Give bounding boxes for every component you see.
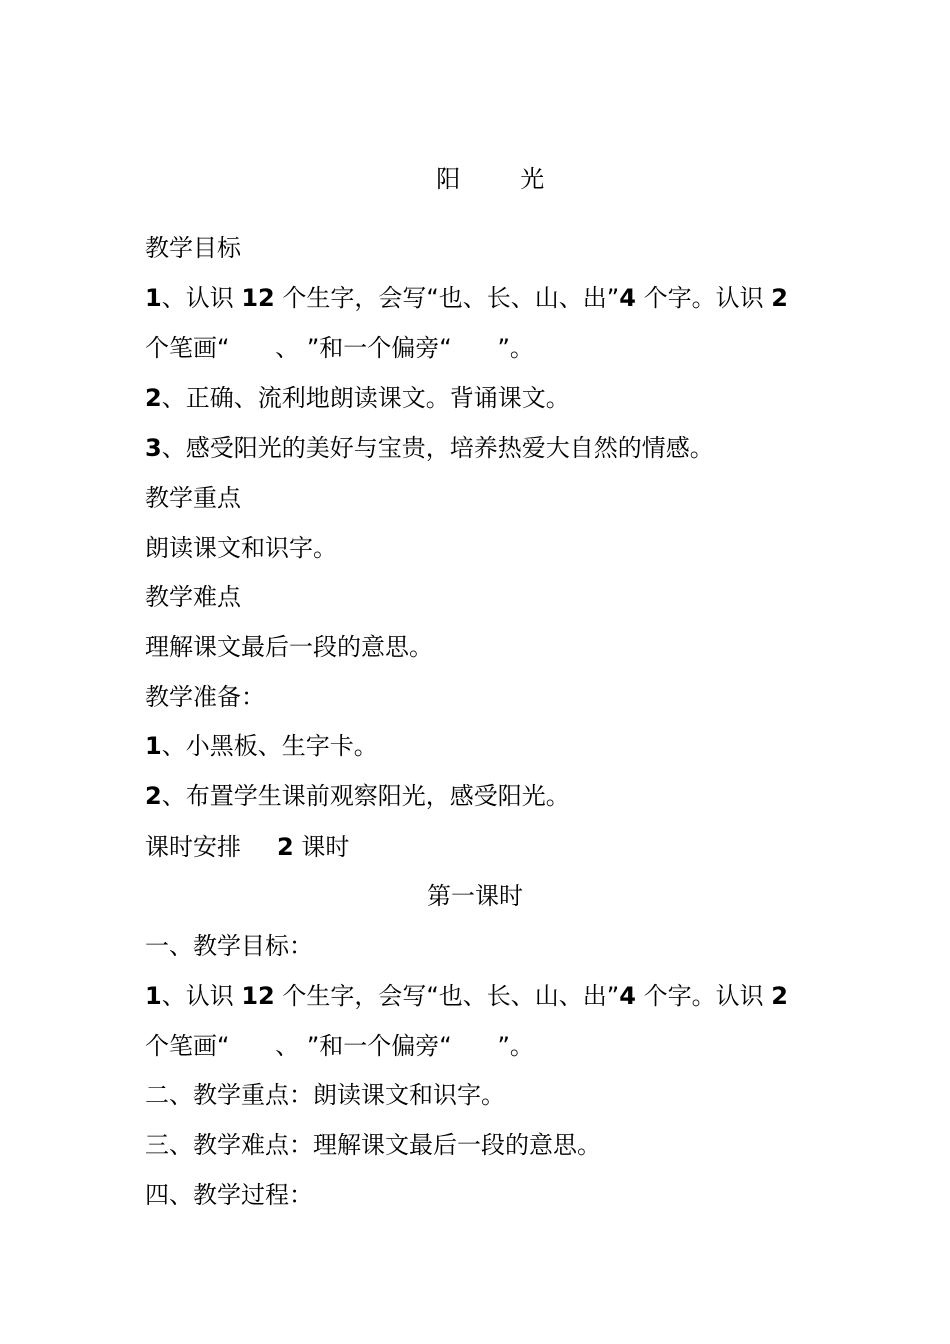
lesson-1-objective-count-write: 4 [619, 982, 636, 1010]
lesson-1-objective-count-chars: 12 [241, 982, 275, 1010]
lesson-1-focus: 二、教学重点：朗读课文和识字。 [145, 1081, 505, 1109]
objective-1-text-c: 个字。认识 [635, 284, 772, 312]
objective-1-count-write: 4 [619, 284, 636, 312]
title-char-1: 阳 [436, 165, 461, 193]
lesson-1-heading: 第一课时 [427, 882, 523, 910]
preparation-item-1-number: 1 [145, 732, 162, 760]
objective-2 [145, 383, 570, 413]
schedule-unit: 课时 [293, 833, 350, 861]
preparation-heading: 教学准备： [145, 683, 265, 711]
objective-3 [145, 433, 714, 463]
preparation-item-2-text: 、布置学生课前观察阳光，感受阳光。 [161, 782, 570, 810]
objective-1-text-a: 、认识 [161, 284, 242, 312]
focus-heading: 教学重点 [145, 484, 241, 512]
lesson-1-objective-number: 1 [145, 982, 162, 1010]
objective-1-count-strokes: 2 [771, 284, 788, 312]
objectives-heading: 教学目标 [145, 234, 241, 262]
difficulty-heading: 教学难点 [145, 583, 241, 611]
focus-text: 朗读课文和识字。 [145, 534, 337, 562]
lesson-1-objective-line-1 [145, 981, 788, 1011]
lesson-1-process-heading: 四、教学过程： [145, 1181, 313, 1209]
schedule-count: 2 [277, 833, 294, 861]
preparation-item-1-text: 、小黑板、生字卡。 [161, 732, 378, 760]
lesson-1-objective-text-c: 个字。认识 [635, 982, 772, 1010]
lesson-1-difficulty: 三、教学难点：理解课文最后一段的意思。 [145, 1131, 601, 1159]
schedule-line [145, 832, 349, 862]
objective-1-number: 1 [145, 284, 162, 312]
objective-1-line-1 [145, 283, 788, 313]
lesson-1-objective-text-b: 个生字，会写“也、长、山、出” [274, 982, 620, 1010]
objective-1-line-2: 个笔画“ 、 ”和一个偏旁“ ”。 [145, 334, 534, 362]
objective-2-number: 2 [145, 384, 162, 412]
objective-3-number: 3 [145, 434, 162, 462]
objective-3-text: 、感受阳光的美好与宝贵，培养热爱大自然的情感。 [161, 434, 714, 462]
difficulty-text: 理解课文最后一段的意思。 [145, 633, 433, 661]
schedule-label: 课时安排 [145, 833, 241, 861]
document-title [0, 134, 950, 224]
lesson-1-goal-heading: 一、教学目标： [145, 932, 313, 960]
objective-1-count-chars: 12 [241, 284, 275, 312]
objective-1-text-b: 个生字，会写“也、长、山、出” [274, 284, 620, 312]
lesson-1-objective-count-strokes: 2 [771, 982, 788, 1010]
preparation-item-2 [145, 781, 570, 811]
objective-2-text: 、正确、流利地朗读课文。背诵课文。 [161, 384, 570, 412]
preparation-item-1 [145, 731, 378, 761]
lesson-1-objective-line-2: 个笔画“ 、 ”和一个偏旁“ ”。 [145, 1032, 534, 1060]
lesson-1-objective-text-a: 、认识 [161, 982, 242, 1010]
title-char-2: 光 [520, 165, 545, 193]
preparation-item-2-number: 2 [145, 782, 162, 810]
